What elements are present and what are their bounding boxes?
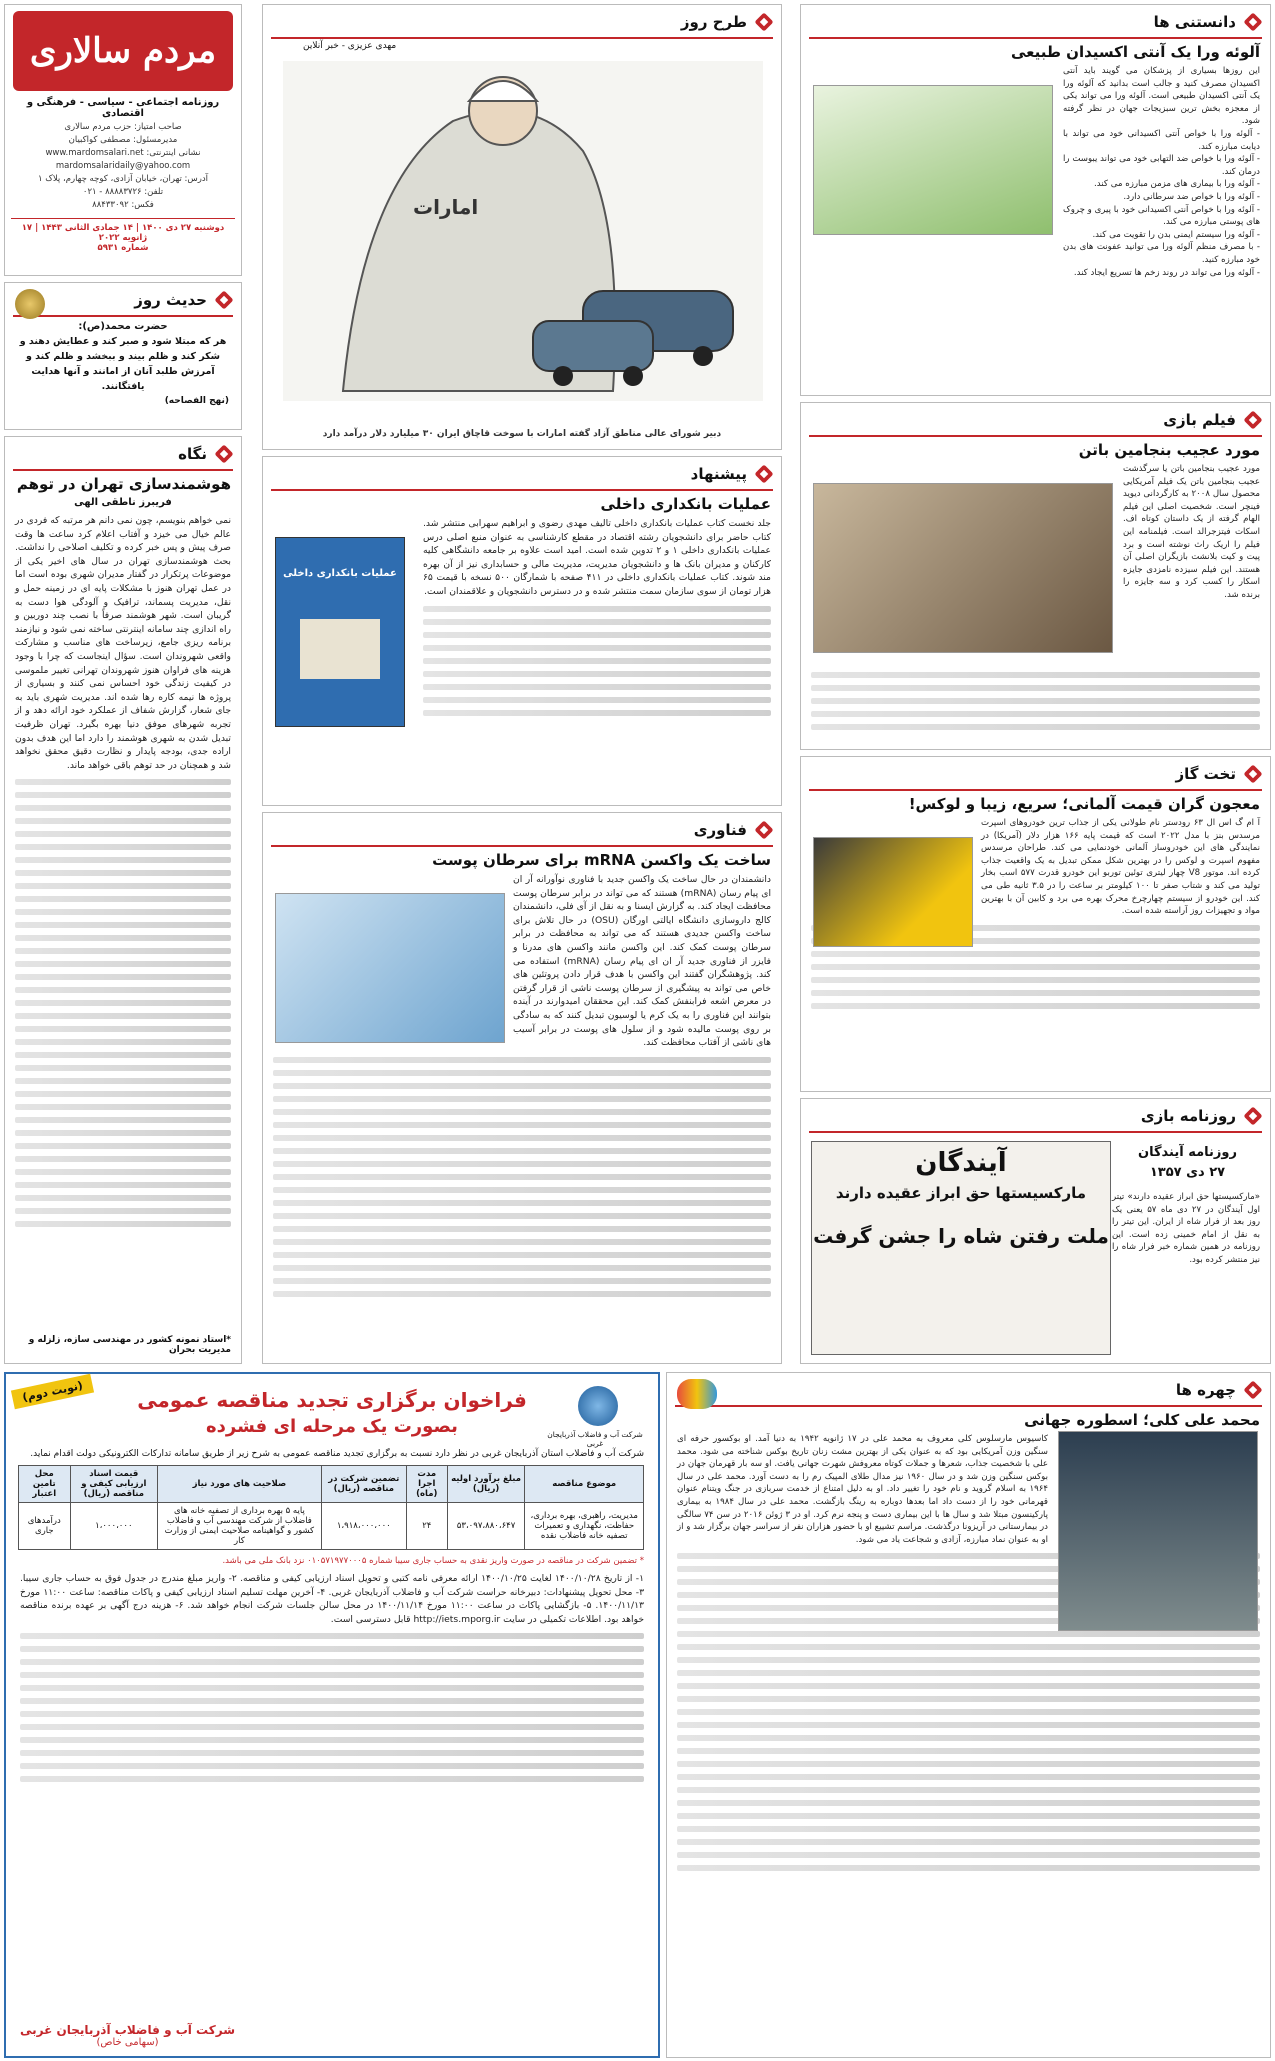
fax: فکس: ۸۸۴۳۳۰۹۲ — [92, 200, 154, 210]
article-title: هوشمندسازی تهران در توهم — [16, 475, 231, 493]
section-title: فیلم بازی — [1163, 411, 1236, 429]
tender-ad — [4, 1372, 660, 2058]
website-link[interactable]: نشانی اینترنتی: www.mardomsalari.net — [45, 148, 201, 158]
book-box — [262, 456, 782, 806]
article-body: «مارکسیستها حق ابراز عقیده دارند» تیتر اول آیندگان در ۲۷ دی ماه ۵۷ یعنی یک روز بعد از فرار شاه از ایران. این تیتر را به نقل از امام خمینی زده است. این روزنامه در همین شماره خبر فرار شاه را نیز منتشر کرده بود. — [1112, 1192, 1261, 1265]
aloe-photo — [813, 85, 1053, 235]
tender-header: موضوع مناقصه — [525, 1466, 644, 1503]
article-body: مورد عجیب بنجامین باتن یا سرگذشت عجیب بنجامین باتن یک فیلم آمریکایی محصول سال ۲۰۰۸ به کارگردانی دیوید فینچر است. شخصیت اصلی این فیلم الهام گرفته از یک داستان کوتاه اف. اسکات فیتزجرالد است. فیلمنامه این فیلم را اریک راث نوشته است و برد پیت و کیت بلانشت بازیگران اصلی آن هستند. این فیلم سیزده نامزدی جایزه اسکار را کسب کرد و سه جایزه را برنده شد. — [1123, 464, 1260, 600]
car-photo — [813, 837, 973, 947]
issue-number: شماره ۵۹۳۱ — [97, 243, 149, 253]
article-body: جلد نخست کتاب عملیات بانکداری داخلی تالیف مهدی رضوی و ابراهیم سهرابی منتشر شد. کتاب حاضر برای دانشجویان رشته اقتصاد در مقطع کارشناسی به عنوان منبع اصلی درس عملیات بانکداری داخلی ۱ و ۲ تدوین شده است. امید است علاوه بر جامعه دانشگاهی کلیه کارکنان و مدیران بانک ها و دانشجویان مدیریت، مدیریت مالی و حسابداری نیز از آن بهره مند شوند. کتاب عملیات بانکداری داخلی در ۴۱۱ صفحه با شمارگان ۵۰۰ نسخه با قیمت ۶۵ هزار تومان از سوی سازمان سمت منتشر شده و در دسترس دانشجویان و علاقمندان است. — [423, 518, 771, 597]
article-body: دانشمندان در حال ساخت یک واکسن جدید با فناوری نوآورانه آر ان ای پیام رسان (mRNA) هستند که می تواند در برابر سرطان پوست محافظت ایجاد کند. به گزارش ایسنا و به نقل از آی فلی، دانشمندان کالج داروسازی دانشگاه ایالتی اورگان (OSU) در حال تلاش برای ساخت واکسن جدیدی هستند که می تواند به محافظت در برابر سرطان پوست کمک کند. این واکسن مانند واکسن های مدرنا و فایزر از فناوری جدید آر ان ای پیام رسان (mRNA) استفاده می کند. پژوهشگران گفتند این واکسن با هدف قرار دادن پروتئین های خاص می تواند به پیشگیری از سرطان پوست ناشی از قرار گرفتن در معرض اشعه فرابنفش کمک کند. این محققان امیدوارند در آینده بتوانند این فناوری را به یک کرم یا لوسیون تبدیل کنند که به سادگی بر روی پوست مالیده شود و از سلول های پوست در برابر آسیب های ناشی از آفتاب محافظت کند. — [513, 874, 772, 1049]
cartoon-image — [283, 61, 763, 401]
owner: صاحب امتیاز: حزب مردم سالاری — [64, 122, 182, 132]
tender-cell: ۵۳،۰۹۷،۸۸۰،۶۴۷ — [447, 1503, 525, 1550]
cartoon-box — [262, 4, 782, 450]
article-title: ساخت یک واکسن mRNA برای سرطان پوست — [432, 851, 771, 869]
aloe-box — [800, 4, 1271, 396]
tender-intro: شرکت آب و فاضلاب استان آذربایجان غربی در نظر دارد نسبت به برگزاری تجدید مناقصه عمومی به شرح زیر از طریق سامانه تدارکات الکترونیکی دولت اقدام نماید. — [30, 1449, 644, 1459]
tender-terms: ۱- از تاریخ ۱۴۰۰/۱۰/۲۸ لغایت ۱۴۰۰/۱۰/۲۵ ارائه معرفی نامه کتبی و تحویل اسناد ارزیابی کیفی و مناقصه. ۲- واریز مبلغ مندرج در جدول فوق به حساب جاری سیبا. ۳- محل تحویل پیشنهادات: دبیرخانه حراست شرکت آب و فاضلاب آذربایجان غربی. ۴- آخرین مهلت تسلیم اسناد ارزیابی کیفی و پاکات مناقصه: ساعت ۱۱:۰۰ مورخ ۱۴۰۰/۱۱/۱۳. ۵- بازگشایی پاکات در ساعت ۱۱:۰۰ مورخ ۱۴۰۰/۱۱/۱۴ در محل سالن جلسات شرکت انجام خواهد شد. ۶- هزینه درج آگهی بر عهده برنده مناقصه خواهد بود. اطلاعات تکمیلی در سایت http://iets.mporg.ir قابل دسترسی است. — [20, 1573, 644, 1625]
article-body: آ ام گ اس ال ۶۳ رودستر نام طولانی یکی از جذاب ترین خودروهای اسپرت مرسدس بنز با مدل ۲۰۲۲ است که قیمت پایه ۱۶۶ هزار دلار (آمریکا) در نمایندگی های این خودروساز آلمانی خودنمایی می کند. طراحان مرسدس مفهوم اسپرت و لوکس را در بهترین شکل ممکن تبدیل به یک واقعیت جذاب کرده اند. موتور V8 چهار لیتری توئین توربو این خودرو قدرت ۵۷۷ اسب بخار تولید می کند و شتاب صفر تا ۱۰۰ کیلومتر بر ساعت را در ۳.۵ ثانیه طی می کند. این خودرو از سیستم چهارچرخ محرک بهره می برد و کابین آن با بهترین مواد و تجهیزات روز آراسته شده است. — [981, 818, 1260, 917]
article-title: آلوئه ورا یک آنتی اکسیدان طبیعی — [1010, 43, 1260, 61]
tehran-column — [4, 436, 242, 1364]
tender-footer-type: (سهامی خاص) — [96, 2037, 159, 2048]
article-body: کاسیوس مارسلوس کلی معروف به محمد علی در ۱۷ ژانویه ۱۹۴۲ به دنیا آمد. او بوکسور حرفه ای سنگین وزن آمریکایی بود که به عنوان یکی از بهترین مشت زنان تاریخ بوکس شناخته می شود. محمد علی با شخصیت جذاب، شعرها و جملات کوتاه معروفش شهرت جهانی یافت. او سه بار قهرمان جهان در بوکس سنگین وزن شد و در سال ۱۹۶۰ نیز مدال طلای المپیک رم را به دست آورد. محمد علی در سال ۱۹۶۴ به اسلام گروید و نام خود را تغییر داد. او به دلیل امتناع از خدمت سربازی در جنگ ویتنام عنوان قهرمانی خود را از دست داد اما بعدها دوباره به رینگ بازگشت. محمد علی در سال ۱۹۸۴ به بیماری پارکینسون مبتلا شد و سال ها با این بیماری دست و پنجه نرم کرد. او در ۳ ژوئن ۲۰۱۶ در سن ۷۴ سالگی در بیمارستانی در آریزونا درگذشت. مراسم تشییع او با حضور هزاران نفر از سراسر جهان برگزار شد و از او به عنوان نماد مبارزه، آزادی و شجاعت یاد می شود. — [677, 1434, 1049, 1545]
section-title: چهره ها — [1175, 1381, 1236, 1399]
author-footnote: *استاد نمونه کشور در مهندسی سازه، زلزله و مدیریت بحران — [28, 1335, 231, 1355]
article-body-continued — [811, 672, 1260, 730]
tender-header: صلاحیت های مورد نیاز — [158, 1466, 322, 1503]
article-body: نمی خواهم بنویسم، چون نمی دانم هر مرتبه که فردی در عالم خیال می خیزد و آفتاب اعلام کرد ساعت ها وقت صرف پیش و پس خبر کرده و تکلیف اصلاحی را نداشت. بحث هوشمندسازی تهران در سال های اخیر یکی از موضوعات پرتکرار در گفتار مدیران شهری بوده است اما در عمل تهران هنوز با مشکلات پایه ای در زمینه حمل و نقل، مدیریت پسماند، ترافیک و آلودگی هوا دست به گریبان است. شهر هوشمند صرفاً با نصب چند دوربین و راه اندازی چند سامانه اینترنتی ساخته نمی شود و نیازمند برنامه ریزی جامع، زیرساخت های مناسب و مشارکت واقعی شهروندان است. سؤال اینجاست که چرا با وجود هزینه های فراوان هنوز شهروندان تهرانی تغییر ملموسی در کیفیت زندگی خود احساس نمی کنند و بسیاری از پروژه ها نیمه کاره رها شده اند. مدیریت شهری باید به جای شعار، گزارش شفاف از عملکرد خود ارائه دهد و از تجربه شهرهای موفق دنیا بهره بگیرد. تهران ظرفیت تبدیل شدن به شهری هوشمند را دارد اما این هدف بدون اراده جدی، بودجه پایدار و نظارت دقیق محقق نخواهد شد و همچنان در حد توهم باقی خواهد ماند. — [15, 515, 231, 771]
car-box — [800, 756, 1271, 1092]
section-title: پیشنهاد — [690, 465, 747, 483]
film-still-photo — [813, 483, 1113, 653]
tender-cell: پایه ۵ بهره برداری از تصفیه خانه های فاضلاب از شرکت مهندسی آب و فاضلاب کشور و گواهینامه صلاحیت ایمنی از وزارت کار — [158, 1503, 322, 1550]
tender-footer-org: شرکت آب و فاضلاب آذربایجان غربی — [20, 2023, 235, 2037]
tender-title: فراخوان برگزاری تجدید مناقصه عمومی — [137, 1388, 527, 1412]
article-body-continued — [15, 779, 231, 1227]
colorful-heads-icon — [677, 1379, 717, 1409]
article-body-continued — [423, 606, 771, 716]
tender-cell: ۱،۰۰۰،۰۰۰ — [70, 1503, 157, 1550]
hadith-text: هر که مبتلا شود و صبر کند و عطایش دهند و شکر کند و ظلم بیند و ببخشد و ظلم کند و آمرزش طلبد آنان از امانند و آنها هدایت یافتگانند. — [19, 336, 227, 392]
phone: تلفن: ۸۸۸۸۳۷۲۶ - ۰۲۱ — [82, 187, 164, 197]
hadith-speaker: حضرت محمد(ص): — [78, 321, 168, 332]
archive-box — [800, 1098, 1271, 1364]
film-box — [800, 402, 1271, 750]
article-title: محمد علی کلی؛ اسطوره جهانی — [1024, 1411, 1260, 1429]
tender-org: شرکت آب و فاضلاب آذربایجان غربی — [547, 1430, 643, 1448]
tender-cell: درآمدهای جاری — [19, 1503, 71, 1550]
logo: مردم سالاری — [13, 11, 233, 91]
email-link[interactable]: mardomsalaridaily@yahoo.com — [55, 161, 191, 171]
article-title: عملیات بانکداری داخلی — [600, 495, 771, 513]
section-title: طرح روز — [680, 13, 747, 31]
masthead — [4, 4, 242, 276]
archive-headline-1: مارکسیستها حق ابراز عقیده دارند — [835, 1184, 1087, 1202]
section-title: تخت گاز — [1175, 765, 1236, 783]
archive-paper-name: آیندگان — [915, 1148, 1007, 1178]
artist-credit: مهدی عزیزی - خبر آنلاین — [303, 41, 397, 51]
section-title: فناوری — [693, 821, 747, 839]
tender-header: مدت اجرا (ماه) — [406, 1466, 447, 1503]
tender-cell: مدیریت، راهبری، بهره برداری، حفاظت، نگهداری و تعمیرات تصفیه خانه فاضلاب نقده — [525, 1503, 644, 1550]
book-cover-title: عملیات بانکداری داخلی — [283, 568, 397, 579]
tender-header: مبلغ برآورد اولیه (ریال) — [447, 1466, 525, 1503]
vaccine-photo — [275, 893, 505, 1043]
section-title: روزنامه بازی — [1140, 1107, 1236, 1125]
tender-round-badge: (نوبت دوم) — [11, 1374, 94, 1409]
tender-header: محل تامین اعتبار — [19, 1466, 71, 1503]
cartoon-caption: دبیر شورای عالی مناطق آزاد گفته امارات با سوخت قاچاق ایران ۳۰ میلیارد دلار درآمد دارد — [322, 429, 722, 439]
tender-header: قیمت اسناد ارزیابی کیفی و مناقصه (ریال) — [70, 1466, 157, 1503]
boxer-photo — [1058, 1431, 1258, 1631]
tech-box — [262, 812, 782, 1364]
article-title: روزنامه آیندگان — [1138, 1145, 1237, 1160]
section-title: نگاه — [178, 445, 207, 463]
article-body: این روزها بسیاری از پزشکان می گویند باید آنتی اکسیدان مصرف کنید و جالب است بدانید که آلوئه ورا یک آنتی اکسیدان طبیعی است. آلوئه ورا می تواند یکی از معجزه بخش ترین سبزیجات جهان در نظر گرفته شود. - آلوئه ورا با خواص آنتی اکسیدانی خود می تواند با دیابت مبارزه کند. - آلوئه ورا با خواص ضد التهابی خود می تواند یبوست را درمان کند. - آلوئه ورا با بیماری های مزمن مبارزه می کند. - آلوئه ورا با خواص ضد سرطانی دارد. - آلوئه ورا با خواص آنتی اکسیدانی خود با پیری و چروک های پوستی مبارزه می کند. - آلوئه ورا سیستم ایمنی بدن را تقویت می کند. - با مصرف منظم آلوئه ورا می توانید عفونت های بدن خود مبارزه کنید. - آلوئه ورا می تواند در روند زخم ها تسریع ایجاد کند. — [1063, 66, 1260, 278]
article-author: فریبرز ناطقی الهی — [74, 497, 172, 508]
tender-terms-continued — [20, 1633, 644, 1782]
article-title: مورد عجیب بنجامین باتن — [1078, 441, 1260, 459]
emblem-icon — [15, 289, 45, 319]
tender-header: تضمین شرکت در مناقصه (ریال) — [321, 1466, 406, 1503]
book-cover — [275, 537, 405, 727]
article-title: معجون گران قیمت آلمانی؛ سریع، زیبا و لوکس! — [908, 795, 1260, 813]
section-title: دانستنی ها — [1153, 13, 1236, 31]
water-company-logo-icon — [578, 1386, 618, 1426]
section-title: حدیث روز — [134, 291, 207, 309]
tender-cell: ۲۴ — [406, 1503, 447, 1550]
address: آدرس: تهران، خیابان آزادی، کوچه چهارم، پلاک ۱ — [37, 174, 209, 184]
tender-subtitle: بصورت یک مرحله ای فشرده — [206, 1416, 458, 1437]
article-date: ۲۷ دی ۱۳۵۷ — [1149, 1165, 1226, 1180]
tender-note: * تضمین شرکت در مناقصه در صورت واریز نقدی به حساب جاری سیبا شماره ۰۱۰۵۷۱۹۷۷۰۰۰۵ نزد بانک ملی می باشد. — [222, 1556, 644, 1566]
archive-headline-2: ملت رفتن شاه را جشن گرفت — [813, 1224, 1109, 1248]
ali-box — [666, 1372, 1271, 2058]
archive-newspaper-image — [811, 1141, 1111, 1355]
issue-date: دوشنبه ۲۷ دی ۱۴۰۰ | ۱۴ جمادی الثانی ۱۴۴۳ | ۱۷ ژانویه ۲۰۲۲ — [21, 223, 225, 243]
article-body-continued — [273, 1057, 771, 1297]
hadith-box — [4, 282, 242, 430]
subtitle: روزنامه اجتماعی - سیاسی - فرهنگی و اقتصادی — [26, 97, 220, 119]
hadith-source: (نهج الفصاحه) — [164, 396, 229, 406]
tender-cell: ۱،۹۱۸،۰۰۰،۰۰۰ — [321, 1503, 406, 1550]
tender-row — [19, 1503, 644, 1550]
cartoon-label: امارات — [413, 195, 479, 219]
tender-table — [18, 1465, 644, 1550]
manager: مدیرمسئول: مصطفی کواکبیان — [68, 135, 178, 145]
